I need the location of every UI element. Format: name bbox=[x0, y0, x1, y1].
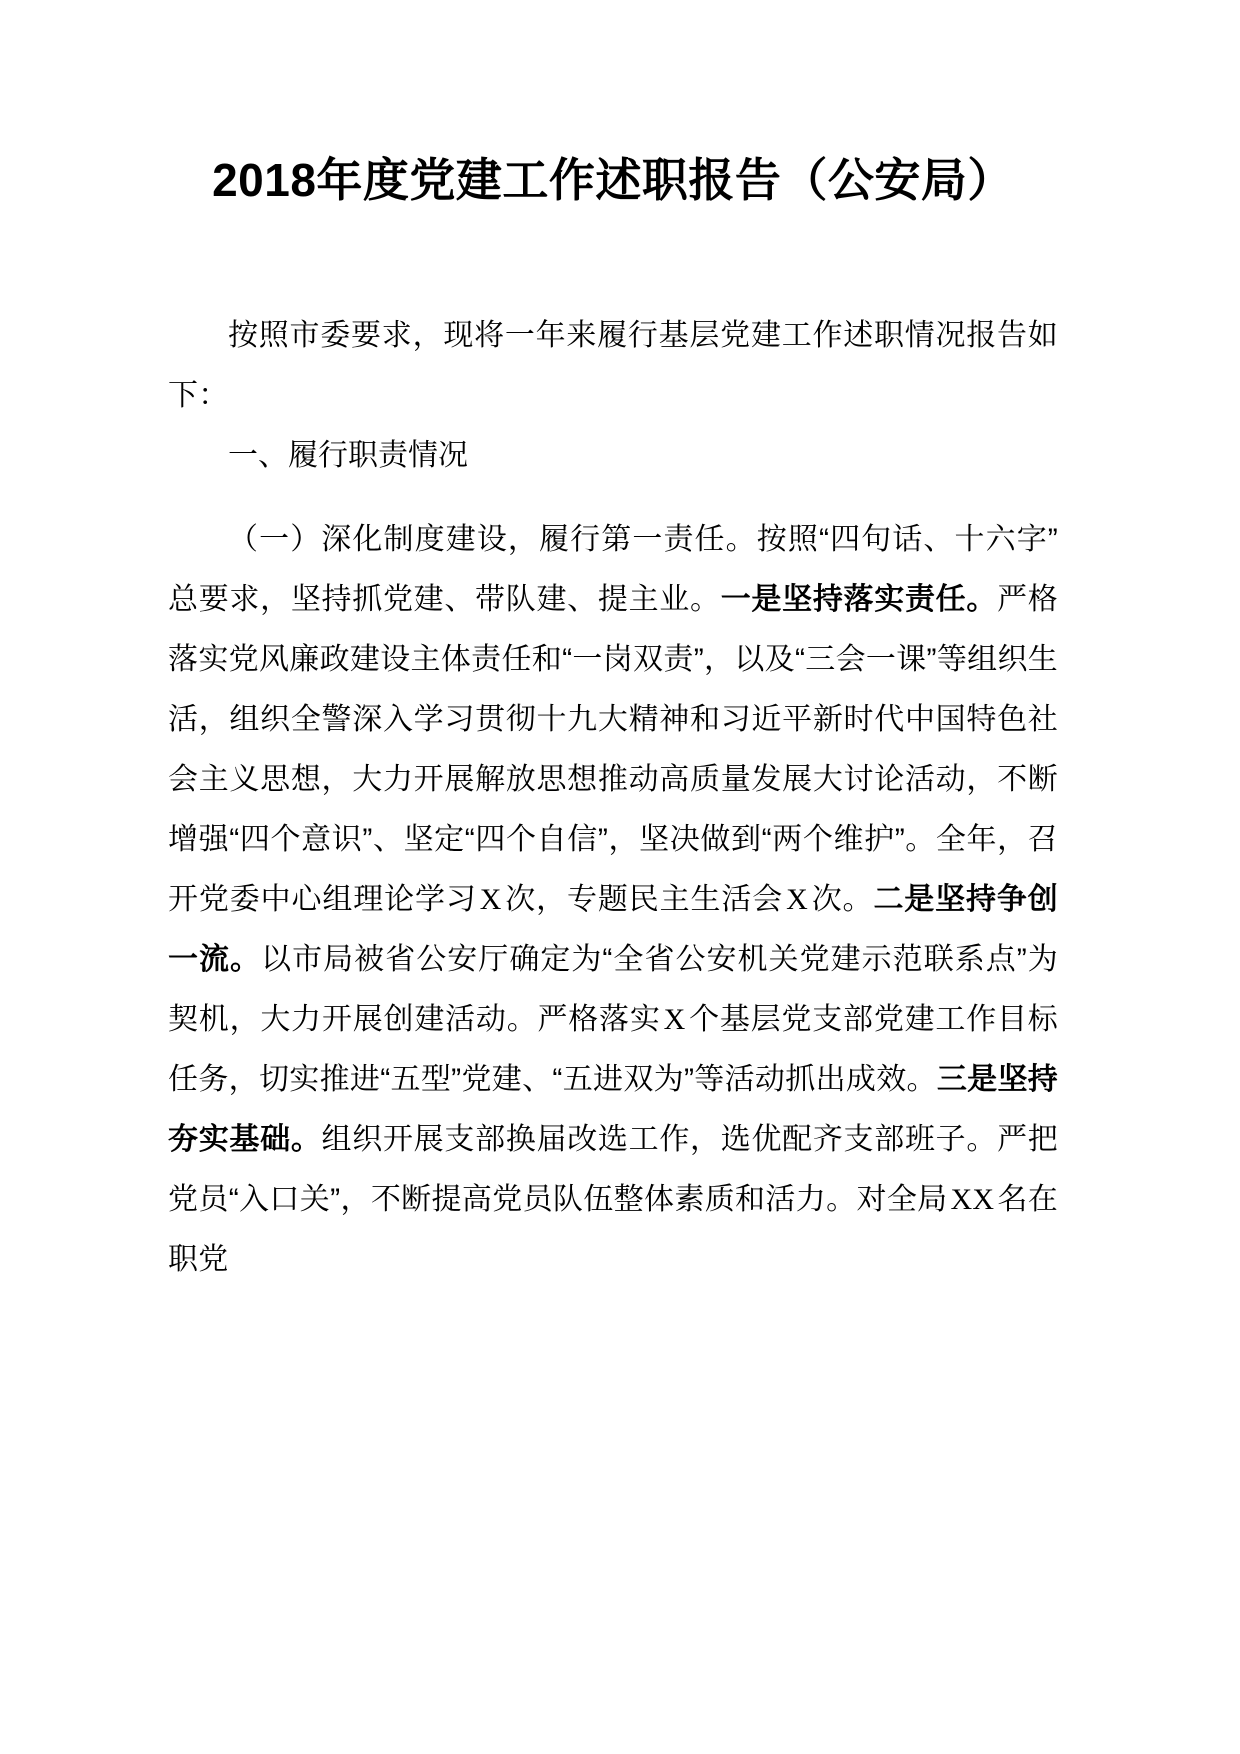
section-heading-one bbox=[168, 426, 1058, 486]
emphasis-run: 三是坚持夯实基础。 bbox=[168, 1062, 1058, 1156]
text-run: （一）深化制度建设，履行第一责任。按照“四句话、十六字”总要求，坚持抓党建、带队建、提主业。 bbox=[168, 522, 1058, 616]
page-title: 2018年度党建工作述职报告（公安局） bbox=[212, 154, 1014, 206]
emphasis-run: 二是坚持争创一流。 bbox=[168, 882, 1058, 976]
text-run: 组织开展支部换届改选工作，选优配齐支部班子。严把党员“入口关”，不断提高党员队伍整体素质和活力。对全局 bbox=[168, 1122, 1059, 1216]
text-run: 次。 bbox=[811, 882, 874, 916]
emphasis-run: 一是坚持落实责任。 bbox=[720, 582, 998, 616]
text-run: X bbox=[479, 882, 502, 916]
text-run: 以市局被省公安厅确定为“全省公安机关党建示范联系点”为契机，大力开展创建活动。严格落实 bbox=[168, 942, 1058, 1036]
document-body bbox=[168, 306, 1058, 1290]
document-content bbox=[168, 0, 1058, 1290]
text-run: 个基层党支部党建工作目标任务，切实推进“五型”党建、“五进双为”等活动抓出成效。 bbox=[168, 1002, 1058, 1096]
text-run: 按照市委要求，现将一年来履行基层党建工作述职情况报告如下： bbox=[168, 318, 1058, 412]
text-run: X bbox=[786, 882, 809, 916]
paragraph-intro bbox=[168, 306, 1058, 426]
text-run: 名在职党 bbox=[168, 1182, 1058, 1276]
text-run: XX bbox=[950, 1182, 995, 1216]
text-run: 次，专题民主生活会 bbox=[504, 882, 784, 916]
text-run: 一、履行职责情况 bbox=[228, 438, 468, 472]
text-run: X bbox=[663, 1002, 686, 1036]
text-run: 严格落实党风廉政建设主体责任和“一岗双责”，以及“三会一课”等组织生活，组织全警深入学习贯彻十九大精神和习近平新时代中国特色社会主义思想，大力开展解放思想推动高质量发展大讨论活动，不断增强“四个意识”、坚定“四个自信”，坚决做到“两个维护”。全年，召开党委中心组理论学习 bbox=[168, 582, 1058, 916]
paragraph-item-one bbox=[168, 510, 1058, 1290]
